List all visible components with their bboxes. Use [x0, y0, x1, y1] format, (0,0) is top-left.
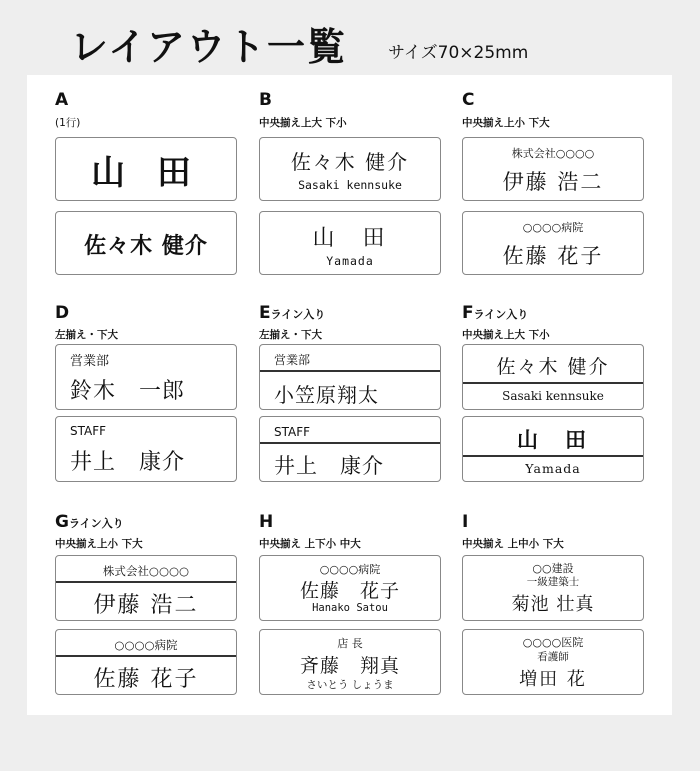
name-plate [259, 344, 441, 410]
plate-divider-line [463, 455, 643, 457]
plate-romaji: Yamada [525, 461, 581, 476]
layout-panel [27, 75, 672, 715]
name-plate [259, 137, 441, 201]
name-plate [55, 629, 237, 695]
name-plate [55, 211, 237, 275]
plate-name: 佐々木 健介 [290, 150, 410, 174]
name-plate [462, 629, 644, 695]
plate-divider-line [56, 581, 236, 583]
plate-name: 菊池 壮真 [511, 594, 595, 615]
plate-name: 佐々木 健介 [84, 233, 208, 259]
name-plate [55, 137, 237, 201]
layout-letter: H [259, 512, 274, 532]
name-plate [259, 629, 441, 695]
plate-small-text: ○○○○病院 [114, 638, 178, 652]
page-title: レイアウト一覧 [70, 25, 347, 69]
name-plate [259, 211, 441, 275]
plate-name: 山 田 [517, 427, 589, 452]
layout-description: 中央揃え上小 下大 [462, 117, 550, 129]
line-tag: ライン入り [68, 517, 124, 530]
plate-name: 斉藤 翔真 [299, 655, 400, 677]
plate-top-text: 店 長 [337, 637, 363, 650]
plate-small-text: STAFF [274, 425, 311, 439]
plate-small-text: 営業部 [70, 354, 110, 369]
layout-letter-char: F [462, 303, 474, 323]
plate-name: 佐藤 花子 [93, 667, 199, 692]
name-plate [259, 555, 441, 621]
plate-small-text: 株式会社○○○○ [511, 147, 595, 160]
layout-description: 中央揃え上大 下小 [259, 117, 347, 129]
name-plate [462, 416, 644, 482]
plate-romaji: Yamada [326, 254, 374, 268]
name-plate [55, 555, 237, 621]
plate-mid-text: 一級建築士 [526, 576, 580, 588]
plate-romaji: Sasaki kennsuke [502, 389, 604, 403]
name-plate [462, 137, 644, 201]
plate-small-text: 株式会社○○○○ [102, 564, 190, 578]
plate-small-text: STAFF [70, 424, 107, 438]
line-tag: ライン入り [270, 308, 326, 321]
plate-top-text: ○○○○病院 [319, 563, 381, 576]
layout-letter-char: G [55, 512, 69, 532]
name-plate [259, 416, 441, 482]
layout-letter: D [55, 303, 70, 323]
plate-name: 井上 康介 [274, 454, 384, 478]
layout-description: 中央揃え 上中小 下大 [462, 538, 564, 550]
plate-name: 小笠原翔太 [274, 383, 379, 407]
plate-name: 佐藤 花子 [299, 580, 400, 602]
line-tag: ライン入り [473, 308, 529, 321]
name-plate [55, 416, 237, 482]
name-plate [462, 344, 644, 410]
plate-top-text: ○○建設 [532, 562, 574, 575]
layout-letter [259, 303, 325, 323]
plate-name: 増田 花 [519, 669, 587, 690]
plate-divider-line [260, 442, 440, 444]
layout-description: 中央揃え 上下小 中大 [259, 538, 361, 550]
plate-name: 伊藤 浩二 [502, 170, 604, 194]
plate-name: 山 田 [312, 226, 388, 251]
plate-name: 山 田 [91, 153, 201, 193]
plate-name: 伊藤 浩二 [93, 593, 199, 618]
layout-letter: C [462, 90, 475, 110]
layout-description: 左揃え・下大 [259, 329, 322, 341]
layout-description: 中央揃え上大 下小 [462, 329, 550, 341]
name-plate [462, 555, 644, 621]
size-label: サイズ70×25mm [388, 43, 529, 63]
layout-letter [462, 303, 528, 323]
plate-name: 井上 康介 [70, 450, 186, 475]
plate-top-text: ○○○○医院 [522, 636, 584, 649]
layout-letter: B [259, 90, 272, 110]
plate-small-text: 営業部 [274, 353, 311, 367]
name-plate [462, 211, 644, 275]
plate-small-text: ○○○○病院 [522, 221, 584, 234]
plate-mid-text: 看護師 [537, 651, 569, 663]
layout-letter-char: E [259, 303, 271, 323]
plate-bottom-text: Hanako Satou [312, 602, 388, 614]
layout-letter [55, 512, 124, 532]
layout-letter: A [55, 90, 69, 110]
plate-divider-line [463, 382, 643, 384]
layout-letter: I [462, 512, 469, 532]
plate-name: 鈴木 一郎 [70, 379, 186, 404]
plate-bottom-text: さいとう しょうま [306, 679, 394, 691]
name-plate [55, 344, 237, 410]
layout-description: 中央揃え上小 下大 [55, 538, 143, 550]
plate-romaji: Sasaki kennsuke [298, 178, 402, 192]
layout-description: (1行) [55, 117, 81, 129]
plate-name: 佐藤 花子 [502, 244, 604, 268]
plate-divider-line [260, 370, 440, 372]
layout-description: 左揃え・下大 [55, 329, 118, 341]
plate-divider-line [56, 655, 236, 657]
plate-name: 佐々木 健介 [496, 356, 610, 378]
